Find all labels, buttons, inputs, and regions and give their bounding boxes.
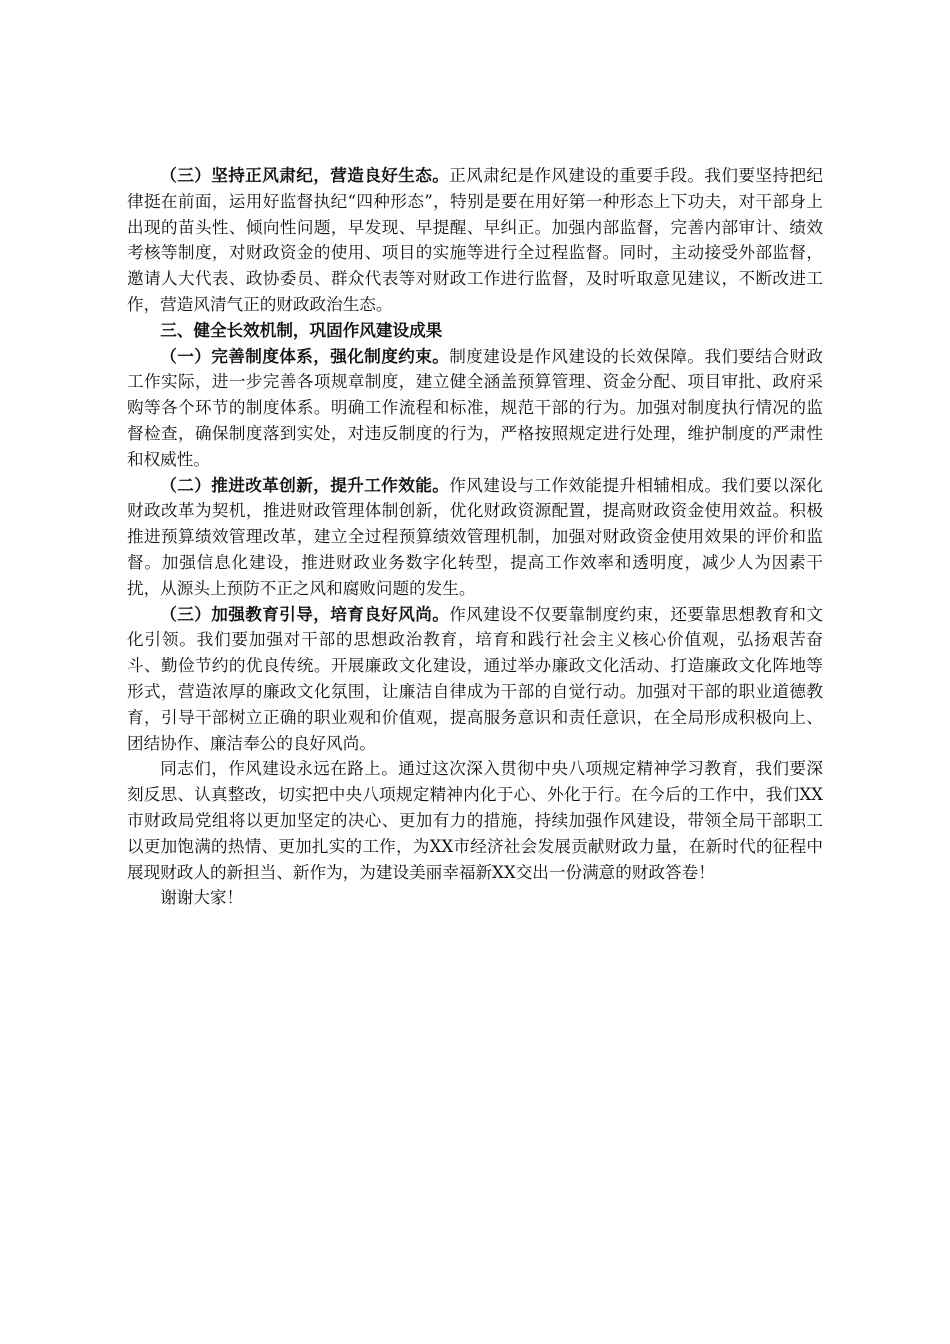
document-body	[127, 163, 823, 911]
paragraph-text: 正风肃纪是作风建设的重要手段。我们要坚持把纪律挺在前面，运用好监督执纪“四种形态”，特别是要在用好第一种形态上下功夫，对干部身上出现的苗头性、倾向性问题，早发现、早提醒、早纠正。加强内部监督，完善内部审计、绩效考核等制度，对财政资金的使用、项目的实施等进行全过程监督。同时，主动接受外部监督，邀请人大代表、政协委员、群众代表等对财政工作进行监督，及时听取意见建议，不断改进工作，营造风清气正的财政政治生态。	[127, 166, 824, 314]
paragraph-text: 作风建设不仅要靠制度约束，还要靠思想教育和文化引领。我们要加强对干部的思想政治教育，培育和践行社会主义核心价值观，弘扬艰苦奋斗、勤俭节约的优良传统。开展廉政文化建设，通过举办廉政文化活动、打造廉政文化阵地等形式，营造浓厚的廉政文化氛围，让廉洁自律成为干部的自觉行动。加强对干部的职业道德教育，引导干部树立正确的职业观和价值观，提高服务意识和责任意识，在全局形成积极向上、团结协作、廉洁奉公的良好风尚。	[127, 604, 824, 753]
paragraph-lead: （三）坚持正风肃纪，营造良好生态。	[160, 165, 450, 185]
paragraph-discipline	[127, 163, 823, 318]
paragraph-closing: 同志们，作风建设永远在路上。通过这次深入贯彻中央八项规定精神学习教育，我们要深刻反思、认真整改，切实把中央八项规定精神内化于心、外化于行。在今后的工作中，我们XX市财政局党组将以更加坚定的决心、更加有力的措施，持续加强作风建设，带领全局干部职工以更加饱满的热情、更加扎实的工作，为XX市经济社会发展贡献财政力量，在新时代的征程中展现财政人的新担当、新作为，为建设美丽幸福新XX交出一份满意的财政答卷！	[127, 759, 823, 882]
section-heading: 三、健全长效机制，巩固作风建设成果	[160, 319, 443, 340]
paragraph-lead: （二）推进改革创新，提升工作效能。	[160, 474, 450, 495]
paragraph-lead: （一）完善制度体系，强化制度约束。	[160, 345, 450, 366]
paragraph-text: 制度建设是作风建设的长效保障。我们要结合财政工作实际，进一步完善各项规章制度，建立健全涵盖预算管理、资金分配、项目审批、政府采购等各个环节的制度体系。明确工作流程和标准，规范干部的行为。加强对制度执行情况的监督检查，确保制度落到实处，对违反制度的行为，严格按照规定进行处理，维护制度的严肃性和权威性。	[127, 346, 824, 469]
paragraph-thanks: 谢谢大家！	[160, 888, 244, 908]
paragraph-lead: （三）加强教育引导，培育良好风尚。	[160, 603, 450, 624]
paragraph-reform	[127, 473, 823, 602]
paragraph-text: 作风建设与工作效能提升相辅相成。我们要以深化财政改革为契机，推进财政管理体制创新，优化财政资源配置，提高财政资金使用效益。积极推进预算绩效管理改革，建立全过程预算绩效管理机制，加强对财政资金使用效果的评价和监督。加强信息化建设，推进财政业务数字化转型，提高工作效率和透明度，减少人为因素干扰，从源头上预防不正之风和腐败问题的发生。	[127, 475, 824, 598]
paragraph-education	[127, 602, 823, 757]
paragraph-institution	[127, 344, 823, 473]
